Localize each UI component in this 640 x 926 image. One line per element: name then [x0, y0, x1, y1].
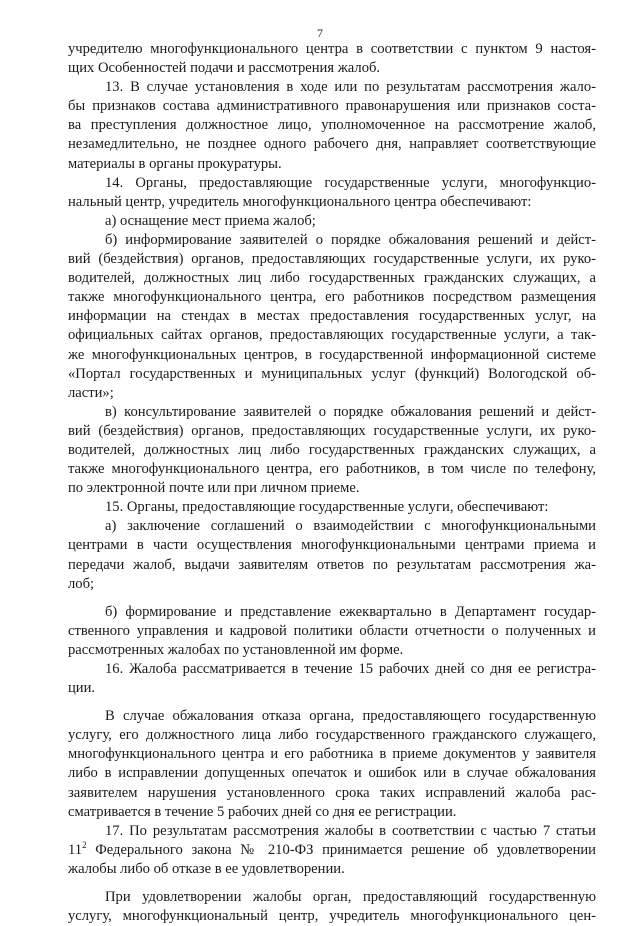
text-line: рассмотренных жалобах по установленной им форме.	[68, 641, 404, 658]
document-body	[68, 40, 596, 926]
text-line: услугу, многофункциональный центр, учредитель многофункционального цен-	[68, 908, 596, 925]
paragraph-gap	[68, 594, 596, 603]
text-line: либо в исправлении допущенных опечаток и ошибок или в случае обжалования	[68, 765, 596, 782]
text-line: 16. Жалоба рассматривается в течение 15 рабочих дней со дня ее регистра-	[105, 661, 596, 677]
text-line: жалобы либо об отказе в ее удовлетворении.	[68, 860, 345, 877]
text-line: ственного управления и кадровой политики области отчетности о полученных и	[68, 622, 596, 639]
text-line: ции.	[68, 680, 96, 697]
text-line: многофункционального центра и его работника в приеме документов у заявителя	[68, 746, 596, 763]
text-line: «Портал государственных и муниципальных услуг (функций) Вологодской об-	[68, 365, 596, 382]
text-line: 17. По результатам рассмотрения жалобы в соответствии с частью 7 статьи	[105, 822, 596, 839]
text-line: сматривается в течение 5 рабочих дней со дня ее регистрации.	[68, 803, 457, 820]
article-number: 11	[68, 841, 83, 858]
text-line: а) оснащение мест приема жалоб;	[105, 212, 316, 229]
article-superscript: 2	[82, 840, 87, 850]
text-line: в) консультирование заявителей о порядке обжалования решений и дейст-	[105, 403, 596, 420]
text-line: центрами в части осуществления многофункциональными центрами приема и	[68, 537, 596, 554]
text-line: ва преступления должностное лицо, уполномоченное на рассмотрение жалоб,	[68, 117, 596, 134]
text-line: 13. В случае установления в ходе или по результатам рассмотрения жало-	[105, 79, 596, 96]
text-line: ласти»;	[68, 384, 114, 401]
text-line: водителей, должностных лиц либо государственных гражданских служащих, а	[68, 270, 596, 287]
text-line: официальных сайтах органов, предоставляющих государственные услуги, а так-	[68, 327, 596, 344]
text-line: также многофункционального центра, его работников, в том числе по телефону,	[68, 461, 596, 478]
paragraph-gap	[68, 879, 596, 888]
text-line: незамедлительно, не позднее одного рабочего дня, направляет соответствующие	[68, 136, 596, 153]
text-line-content: Федерального закона № 210-ФЗ принимается решение об удовлетворении	[86, 841, 596, 858]
paragraph-gap	[68, 698, 596, 707]
text-line: же многофункциональных центров, в государственной информационной системе	[68, 346, 596, 363]
text-line: информации на стендах в местах предоставления государственных услуг, на	[68, 308, 596, 325]
text-line: услугу, его должностного лица либо государственного гражданского служащего,	[68, 727, 596, 744]
text-line: заявителем нарушения установленного срока таких исправлений жалоба рас-	[68, 784, 596, 801]
text-line: При удовлетворении жалобы орган, предоставляющий государственную	[105, 889, 596, 906]
text-line: вий (бездействия) органов, предоставляющих государственные услуги, их руко-	[68, 422, 596, 439]
text-line: передачи жалоб, выдачи заявителям ответов по результатам рассмотрения жа-	[68, 556, 596, 573]
text-line: также многофункционального центра, его работников посредством размещения	[68, 289, 596, 306]
text-line	[68, 841, 596, 860]
text-line: вий (бездействия) органов, предоставляющих государственные услуги, их руко-	[68, 251, 596, 268]
text-line: учредителю многофункционального центра в соответствии с пунктом 9 настоя-	[68, 41, 596, 57]
text-line: В случае обжалования отказа органа, предоставляющего государственную	[105, 708, 596, 725]
text-line: лоб;	[68, 575, 95, 592]
text-line: 15. Органы, предоставляющие государственные услуги, обеспечивают:	[105, 499, 549, 516]
text-line: 14. Органы, предоставляющие государственные услуги, многофункцио-	[105, 174, 596, 191]
text-line: нальный центр, учредитель многофункционального центра обеспечивают:	[68, 193, 532, 210]
text-line: бы признаков состава административного правонарушения или признаков соста-	[68, 98, 596, 115]
text-line: по электронной почте или при личном приеме.	[68, 480, 360, 497]
text-line: материалы в органы прокуратуры.	[68, 155, 282, 172]
text-line: водителей, должностных лиц либо государственных гражданских служащих, а	[68, 441, 596, 458]
page-number: 7	[317, 26, 323, 40]
text-line: б) информирование заявителей о порядке обжалования решений и дейст-	[105, 231, 596, 248]
text-line: а) заключение соглашений о взаимодействии с многофункциональными	[105, 518, 596, 535]
text-line: б) формирование и представление ежеквартально в Департамент государ-	[105, 603, 596, 620]
text-line: щих Особенностей подачи и рассмотрения жалоб.	[68, 60, 381, 77]
